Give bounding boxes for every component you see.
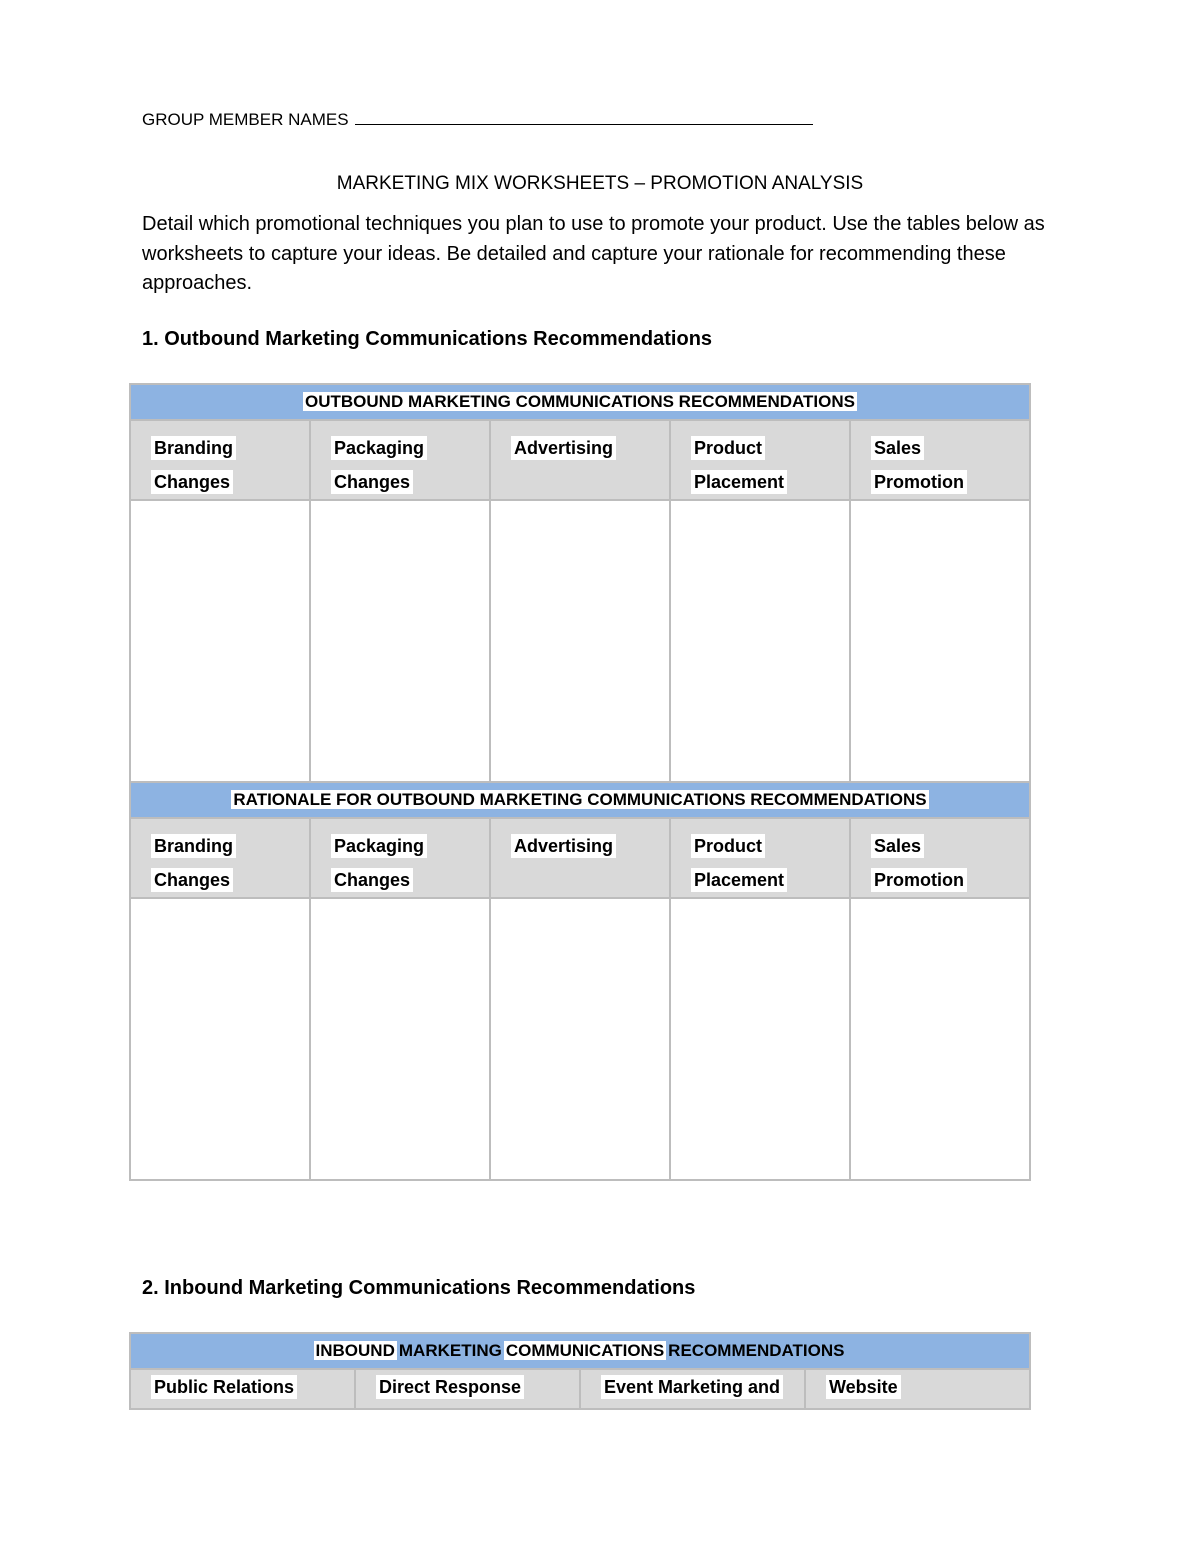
outbound-header-row xyxy=(130,420,1030,500)
sales-promotion-entry-cell[interactable] xyxy=(850,500,1030,782)
group-member-names-blank[interactable] xyxy=(355,108,813,125)
section-1-heading: 1. Outbound Marketing Communications Recommendations xyxy=(142,328,713,350)
col-header-line1: Advertising xyxy=(511,436,616,460)
inbound-header-row xyxy=(130,1369,1030,1409)
col-header-line1: Branding xyxy=(151,436,236,460)
outbound-table-title-row xyxy=(130,384,1030,420)
sales-promotion-rationale-entry-cell[interactable] xyxy=(850,898,1030,1180)
inbound-table xyxy=(129,1332,1031,1410)
advertising-entry-cell[interactable] xyxy=(490,500,670,782)
col-header-line1: Branding xyxy=(151,834,236,858)
rationale-table-title: RATIONALE FOR OUTBOUND MARKETING COMMUNICATIONS RECOMMENDATIONS xyxy=(233,790,927,809)
col-header-line2: Changes xyxy=(331,868,413,892)
col-header-line2: Placement xyxy=(691,868,787,892)
group-member-names-label: GROUP MEMBER NAMES xyxy=(142,110,349,129)
outbound-table xyxy=(129,383,1031,1181)
branding-rationale-entry-cell[interactable] xyxy=(130,898,310,1180)
col-header-line1: Product xyxy=(691,436,765,460)
inbound-table-title-row xyxy=(130,1333,1030,1369)
col-header-line2: Changes xyxy=(151,868,233,892)
col-header-line1: Packaging xyxy=(331,436,427,460)
document-title: MARKETING MIX WORKSHEETS – PROMOTION ANALYSIS xyxy=(336,173,864,194)
outbound-entry-row xyxy=(130,500,1030,782)
col-header-line1: Sales xyxy=(871,834,924,858)
product-placement-entry-cell[interactable] xyxy=(670,500,850,782)
col-header: Direct Response xyxy=(376,1375,524,1399)
advertising-rationale-entry-cell[interactable] xyxy=(490,898,670,1180)
rationale-table-title-row xyxy=(130,782,1030,818)
packaging-rationale-entry-cell[interactable] xyxy=(310,898,490,1180)
branding-changes-entry-cell[interactable] xyxy=(130,500,310,782)
col-header-line1: Advertising xyxy=(511,834,616,858)
col-header-line2: Changes xyxy=(151,470,233,494)
placement-rationale-entry-cell[interactable] xyxy=(670,898,850,1180)
section-2-heading: 2. Inbound Marketing Communications Recommendations xyxy=(142,1277,696,1299)
rationale-header-row xyxy=(130,818,1030,898)
col-header: Website xyxy=(826,1375,901,1399)
col-header-line2: Changes xyxy=(331,470,413,494)
col-header-line1: Sales xyxy=(871,436,924,460)
intro-paragraph: Detail which promotional techniques you plan to use to promote your product. Use the tables below as worksheets to capture your ideas. Be detailed and capture your rationale for recommending these approaches. xyxy=(142,213,1045,294)
col-header: Public Relations xyxy=(151,1375,297,1399)
col-header-line1: Packaging xyxy=(331,834,427,858)
rationale-entry-row xyxy=(130,898,1030,1180)
group-member-names-field[interactable] xyxy=(142,108,813,130)
inbound-table-title: INBOUND MARKETING COMMUNICATIONS RECOMMENDATIONS xyxy=(130,1333,1030,1369)
packaging-changes-entry-cell[interactable] xyxy=(310,500,490,782)
col-header-line1: Product xyxy=(691,834,765,858)
outbound-table-title: OUTBOUND MARKETING COMMUNICATIONS RECOMMENDATIONS xyxy=(305,392,855,411)
col-header: Event Marketing and xyxy=(601,1375,783,1399)
col-header-line2: Placement xyxy=(691,470,787,494)
col-header-line2: Promotion xyxy=(871,868,967,892)
col-header-line2: Promotion xyxy=(871,470,967,494)
